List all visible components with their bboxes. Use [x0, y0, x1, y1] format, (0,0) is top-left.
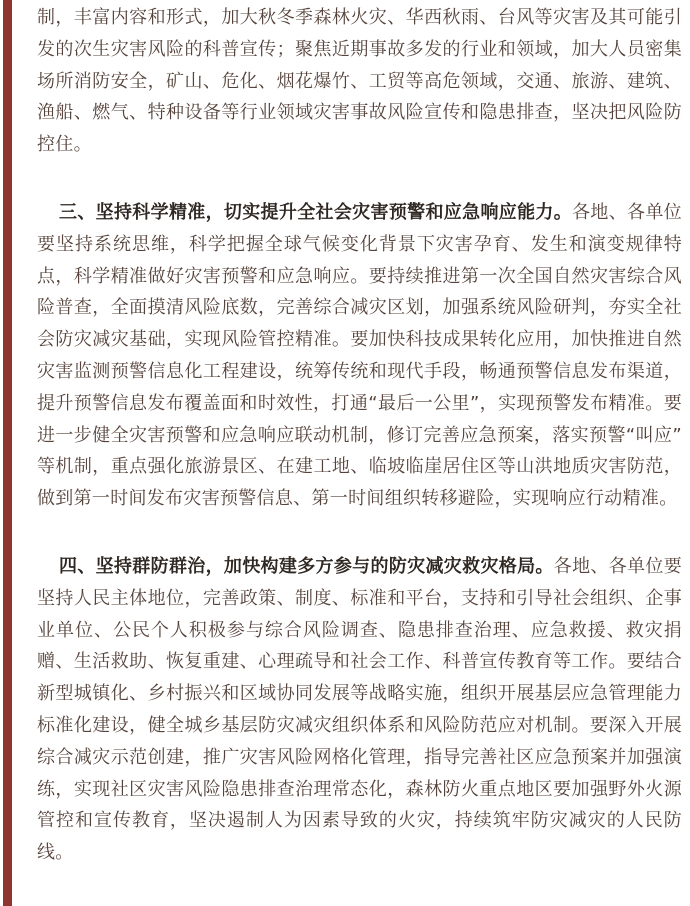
- section-four-heading: 四、坚持群防群治，加快构建多方参与的防灾减灾救灾格局。: [59, 555, 554, 577]
- paragraph-section-four: [37, 551, 682, 869]
- section-three-heading: 三、坚持科学精准，切实提升全社会灾害预警和应急响应能力。: [59, 201, 573, 223]
- left-accent-bar: [3, 0, 12, 906]
- article-body: [37, 2, 682, 869]
- paragraph-text: 制，丰富内容和形式，加大秋冬季森林火灾、华西秋雨、台风等灾害及其可能引发的次生灾害风险的科普宣传；聚焦近期事故多发的行业和领域，加大人员密集场所消防安全，矿山、危化、烟花爆竹、工贸等高危领域，交通、旅游、建筑、渔船、燃气、特种设备等行业领域灾害事故风险宣传和隐患排查，坚决把风险防控住。: [37, 7, 682, 156]
- paragraph-section-three: [37, 197, 682, 515]
- paragraph-continuation: [37, 2, 682, 161]
- paragraph-text: 各地、各单位要坚持人民主体地位，完善政策、制度、标准和平台，支持和引导社会组织、企事业单位、公民个人积极参与综合风险调查、隐患排查治理、应急救援、救灾捐赠、生活救助、恢复重建、心理疏导和社会工作、科普宣传教育等工作。要结合新型城镇化、乡村振兴和区域协同发展等战略实施，组织开展基层应急管理能力标准化建设，健全城乡基层防灾减灾组织体系和风险防范应对机制。要深入开展综合减灾示范创建，推广灾害风险网格化管理，指导完善社区应急预案并加强演练，实现社区灾害风险隐患排查治理常态化，森林防火重点地区要加强野外火源管控和宣传教育，坚决遏制人为因素导致的火灾，持续筑牢防灾减灾的人民防线。: [37, 555, 682, 864]
- paragraph-text: 各地、各单位要坚持系统思维，科学把握全球气候变化背景下灾害孕育、发生和演变规律特点，科学精准做好灾害预警和应急响应。要持续推进第一次全国自然灾害综合风险普查，全面摸清风险底数，完善综合减灾区划，加强系统风险研判，夯实全社会防灾减灾基础，实现风险管控精准。要加快科技成果转化应用，加快推进自然灾害监测预警信息化工程建设，统筹传统和现代手段，畅通预警信息发布渠道，提升预警信息发布覆盖面和时效性，打通“最后一公里”，实现预警发布精准。要进一步健全灾害预警和应急响应联动机制，修订完善应急预案，落实预警“叫应”等机制，重点强化旅游景区、在建工地、临坡临崖居住区等山洪地质灾害防范，做到第一时间发布灾害预警信息、第一时间组织转移避险，实现响应行动精准。: [37, 201, 682, 510]
